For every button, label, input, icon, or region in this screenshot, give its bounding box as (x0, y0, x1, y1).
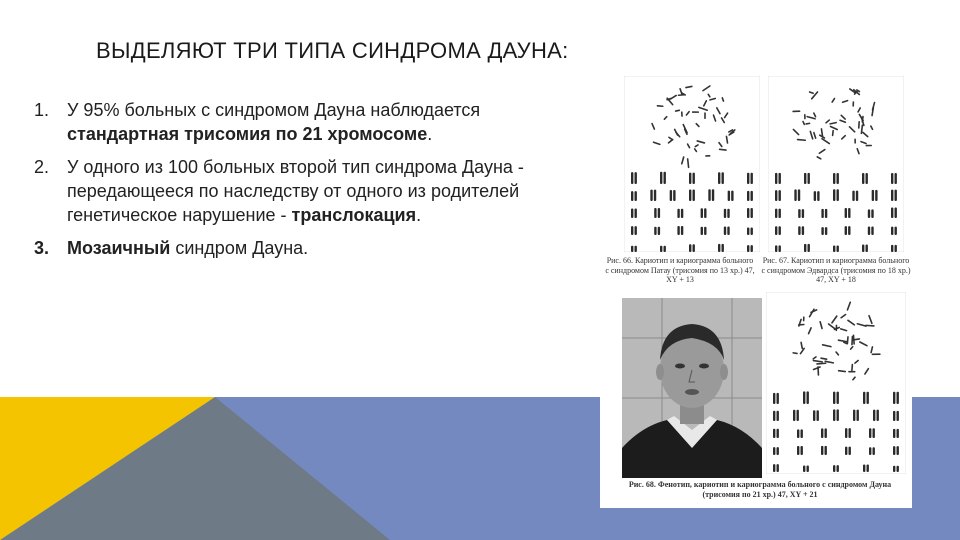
karyogram-chromosome (777, 447, 779, 455)
chromosome (866, 325, 874, 326)
karyogram-chromosome (808, 173, 810, 184)
slide-title: ВЫДЕЛЯЮТ ТРИ ТИПА СИНДРОМА ДАУНА: (96, 38, 569, 63)
karyogram-chromosome (727, 209, 729, 218)
karyogram-chromosome (803, 391, 805, 404)
karyogram-chromosome (677, 226, 679, 235)
karyogram-chromosome (693, 244, 695, 252)
karyogram-chromosome (731, 191, 733, 201)
karyogram-chromosome (773, 464, 775, 472)
karyogram-chromosome (635, 226, 637, 235)
karyogram-chromosome (845, 447, 847, 455)
karyogram-chromosome (893, 446, 895, 455)
karyogram-chromosome (793, 410, 795, 421)
karyogram-chromosome (863, 464, 865, 472)
item-emphasis: Мозаичный (67, 238, 171, 258)
karyogram-chromosome (689, 173, 691, 184)
karyogram-chromosome (891, 173, 893, 184)
list-item-mosaic (34, 236, 594, 260)
chromosome (720, 149, 726, 150)
karyogram-chromosome (751, 173, 753, 184)
chromosome (726, 136, 727, 143)
chromosome (853, 339, 859, 340)
item-number: 2. (34, 157, 50, 177)
karyogram-chromosome (897, 411, 899, 421)
chromosome (806, 123, 809, 124)
karyogram-chromosome (635, 246, 637, 252)
karyogram-chromosome (867, 392, 869, 404)
karyogram-chromosome (814, 191, 816, 201)
karyogram-chromosome (817, 191, 819, 201)
karyogram-chromosome (817, 410, 819, 421)
karyogram-chromosome (893, 466, 895, 472)
karyogram-chromosome (813, 410, 815, 421)
item-text: У 95% больных с синдромом Дауна наблюдается (67, 100, 481, 120)
karyogram-chromosome (797, 446, 799, 455)
karyogram-chromosome (871, 227, 873, 235)
karyogram-chromosome (635, 172, 637, 184)
karyogram-chromosome (849, 447, 851, 455)
karyogram-chromosome (722, 244, 724, 252)
karyogram-chromosome (801, 446, 803, 455)
karyogram-chromosome (712, 189, 714, 201)
chromosome (821, 358, 827, 359)
chromosome (861, 125, 862, 133)
karyogram-chromosome (650, 190, 652, 201)
karyogram-chromosome (875, 190, 877, 201)
karyogram-chromosome (849, 428, 851, 438)
karyogram-chromosome (877, 410, 879, 421)
karyogram-chromosome (863, 392, 865, 404)
karyogram-chromosome (821, 209, 823, 218)
karyogram-chromosome (658, 227, 660, 235)
karyogram-chromosome (802, 209, 804, 218)
karyogram-chromosome (825, 209, 827, 218)
karyogram-chromosome (807, 466, 809, 472)
karyogram-chromosome (773, 447, 775, 455)
karyogram-chromosome (897, 446, 899, 455)
karyogram-chromosome (794, 189, 796, 201)
karyogram-chromosome (895, 227, 897, 235)
karyogram-chromosome (670, 190, 672, 201)
karyogram-chromosome (777, 411, 779, 421)
karyogram-chromosome (797, 429, 799, 438)
karyogram-chromosome (845, 226, 847, 235)
karyogram-chromosome (895, 207, 897, 218)
karyogram-chromosome (631, 191, 633, 201)
karyotype-figure (600, 72, 912, 508)
karyogram-chromosome (804, 173, 806, 184)
chromosome (676, 110, 680, 111)
karyogram-chromosome (825, 428, 827, 438)
list-item-standard-trisomy (34, 98, 594, 146)
karyogram-chromosome (852, 191, 854, 201)
karyogram-chromosome (895, 190, 897, 201)
karyogram-chromosome (773, 393, 775, 404)
karyotype-panel-down (766, 292, 906, 474)
karyogram-chromosome (797, 410, 799, 421)
caption-fig68: Рис. 68. Фенотип, кариотип и кариограмма больного с синдромом Дауна (трисомия по 21 хр.) 47, XY + 21 (628, 480, 892, 499)
karyogram-chromosome (873, 447, 875, 455)
karyogram-chromosome (857, 410, 859, 421)
karyogram-chromosome (775, 173, 777, 184)
karyogram-chromosome (893, 429, 895, 438)
karyogram-chromosome (867, 464, 869, 472)
karyogram-chromosome (751, 228, 753, 235)
caption-fig66: Рис. 66. Кариотип и кариограмма больного с синдромом Патау (трисомия по 13 хр.) 47, XY + 13 (605, 256, 755, 284)
karyogram-chromosome (631, 246, 633, 252)
karyogram-chromosome (833, 245, 835, 252)
types-list (34, 98, 594, 269)
karyogram-chromosome (704, 208, 706, 218)
karyogram-chromosome (635, 209, 637, 218)
karyogram-chromosome (837, 409, 839, 421)
karyogram-chromosome (728, 191, 730, 201)
karyogram-chromosome (631, 209, 633, 218)
karyogram-chromosome (779, 190, 781, 201)
karyogram-chromosome (779, 209, 781, 218)
karyogram-chromosome (747, 173, 749, 184)
karyogram-chromosome (777, 393, 779, 404)
karyogram-chromosome (681, 209, 683, 218)
karyogram-chromosome (801, 429, 803, 438)
karyogram-chromosome (871, 209, 873, 218)
karyogram-chromosome (775, 226, 777, 235)
chromosome (833, 131, 834, 136)
chromosome (817, 363, 826, 364)
karyogram-chromosome (631, 226, 633, 235)
karyogram-chromosome (837, 173, 839, 184)
karyogram-chromosome (724, 209, 726, 218)
karyogram-chromosome (631, 172, 633, 184)
karyogram-chromosome (777, 429, 779, 438)
karyogram-chromosome (693, 189, 695, 201)
karyogram-chromosome (660, 246, 662, 252)
karyogram-chromosome (891, 207, 893, 218)
chromosome (793, 353, 797, 354)
chromosome (686, 86, 692, 87)
item-text: У одного из 100 больных второй тип синдрома Дауна - передающееся по наследству от одного из родителей генетическое нарушение - (67, 157, 524, 225)
karyogram-chromosome (833, 392, 835, 404)
karyogram-chromosome (689, 189, 691, 201)
karyogram-chromosome (747, 245, 749, 252)
karyogram-chromosome (704, 227, 706, 235)
karyogram-chromosome (897, 392, 899, 404)
karyogram-chromosome (866, 173, 868, 184)
chromosome (798, 140, 806, 141)
karyogram-chromosome (845, 208, 847, 218)
list-item-translocation (34, 155, 594, 227)
karyogram-chromosome (866, 245, 868, 252)
karyogram-chromosome (825, 446, 827, 455)
karyogram-chromosome (693, 173, 695, 184)
karyogram-chromosome (660, 172, 662, 184)
karyogram-chromosome (654, 190, 656, 201)
item-emphasis: стандартная трисомия по 21 хромосоме (67, 124, 428, 144)
karyogram-chromosome (891, 190, 893, 201)
karyogram-chromosome (837, 189, 839, 201)
item-number: 1. (34, 100, 50, 120)
karyogram-chromosome (808, 244, 810, 252)
karyogram-chromosome (837, 245, 839, 252)
karyogram-chromosome (821, 446, 823, 455)
karyogram-chromosome (873, 410, 875, 421)
karyogram-chromosome (845, 428, 847, 438)
karyogram-chromosome (747, 228, 749, 235)
karyogram-chromosome (718, 244, 720, 252)
karyogram-chromosome (779, 245, 781, 252)
karyogram-chromosome (727, 227, 729, 235)
item-emphasis: транслокация (291, 205, 417, 225)
karyotype-panel-edwards (768, 76, 904, 252)
karyogram-chromosome (897, 429, 899, 438)
karyogram-chromosome (775, 209, 777, 218)
karyogram-chromosome (893, 411, 895, 421)
karyotype-panel-patau (624, 76, 760, 252)
karyogram-chromosome (848, 208, 850, 218)
item-text-end: синдром Дауна. (170, 238, 309, 258)
karyogram-chromosome (825, 227, 827, 235)
karyogram-chromosome (677, 209, 679, 218)
karyogram-chromosome (862, 245, 864, 252)
karyogram-chromosome (869, 428, 871, 438)
karyogram-chromosome (751, 208, 753, 218)
karyogram-chromosome (895, 245, 897, 252)
karyogram-chromosome (701, 227, 703, 235)
karyogram-chromosome (751, 245, 753, 252)
karyogram-chromosome (868, 227, 870, 235)
karyogram-chromosome (802, 226, 804, 235)
karyogram-chromosome (821, 227, 823, 235)
karyogram-chromosome (773, 411, 775, 421)
karyogram-chromosome (689, 244, 691, 252)
karyogram-chromosome (775, 190, 777, 201)
karyogram-chromosome (798, 209, 800, 218)
karyogram-chromosome (804, 244, 806, 252)
item-number: 3. (34, 238, 50, 258)
karyogram-chromosome (833, 189, 835, 201)
karyogram-chromosome (779, 173, 781, 184)
karyogram-chromosome (664, 172, 666, 184)
item-text-end: . (427, 124, 433, 144)
item-text-end: . (416, 205, 422, 225)
karyogram-chromosome (658, 208, 660, 218)
caption-fig67: Рис. 67. Кариотип и кариограмма больного с синдромом Эдвардса (трисомия по 18 хр.) 47, XY + 18 (761, 256, 911, 284)
karyogram-chromosome (891, 245, 893, 252)
karyogram-chromosome (635, 191, 637, 201)
karyogram-chromosome (821, 428, 823, 438)
karyogram-chromosome (862, 173, 864, 184)
karyogram-chromosome (701, 208, 703, 218)
karyogram-chromosome (807, 391, 809, 404)
karyogram-chromosome (724, 227, 726, 235)
karyogram-chromosome (708, 189, 710, 201)
karyogram-chromosome (833, 409, 835, 421)
patient-portrait (622, 298, 762, 478)
karyogram-chromosome (681, 226, 683, 235)
karyogram-chromosome (856, 191, 858, 201)
karyogram-chromosome (895, 173, 897, 184)
chromosome (722, 98, 723, 101)
karyogram-chromosome (654, 227, 656, 235)
karyogram-chromosome (673, 190, 675, 201)
karyogram-chromosome (872, 190, 874, 201)
karyogram-chromosome (868, 209, 870, 218)
chromosome (688, 159, 689, 167)
karyogram-chromosome (777, 464, 779, 472)
karyogram-chromosome (798, 226, 800, 235)
karyogram-chromosome (833, 465, 835, 472)
chromosome (847, 337, 848, 344)
karyogram-chromosome (891, 227, 893, 235)
karyogram-chromosome (773, 429, 775, 438)
karyogram-chromosome (747, 191, 749, 201)
karyogram-chromosome (837, 392, 839, 404)
karyogram-chromosome (833, 173, 835, 184)
karyogram-chromosome (803, 466, 805, 472)
karyogram-chromosome (747, 208, 749, 218)
karyogram-chromosome (853, 410, 855, 421)
karyogram-chromosome (751, 191, 753, 201)
karyogram-chromosome (779, 226, 781, 235)
karyogram-chromosome (718, 172, 720, 184)
karyogram-chromosome (798, 189, 800, 201)
karyogram-chromosome (848, 226, 850, 235)
karyogram-chromosome (722, 172, 724, 184)
karyogram-chromosome (869, 447, 871, 455)
karyogram-chromosome (664, 246, 666, 252)
karyogram-chromosome (893, 392, 895, 404)
karyogram-chromosome (654, 208, 656, 218)
karyogram-chromosome (873, 428, 875, 438)
karyogram-chromosome (837, 465, 839, 472)
chromosome (839, 371, 846, 372)
karyogram-chromosome (775, 245, 777, 252)
karyogram-chromosome (897, 466, 899, 472)
